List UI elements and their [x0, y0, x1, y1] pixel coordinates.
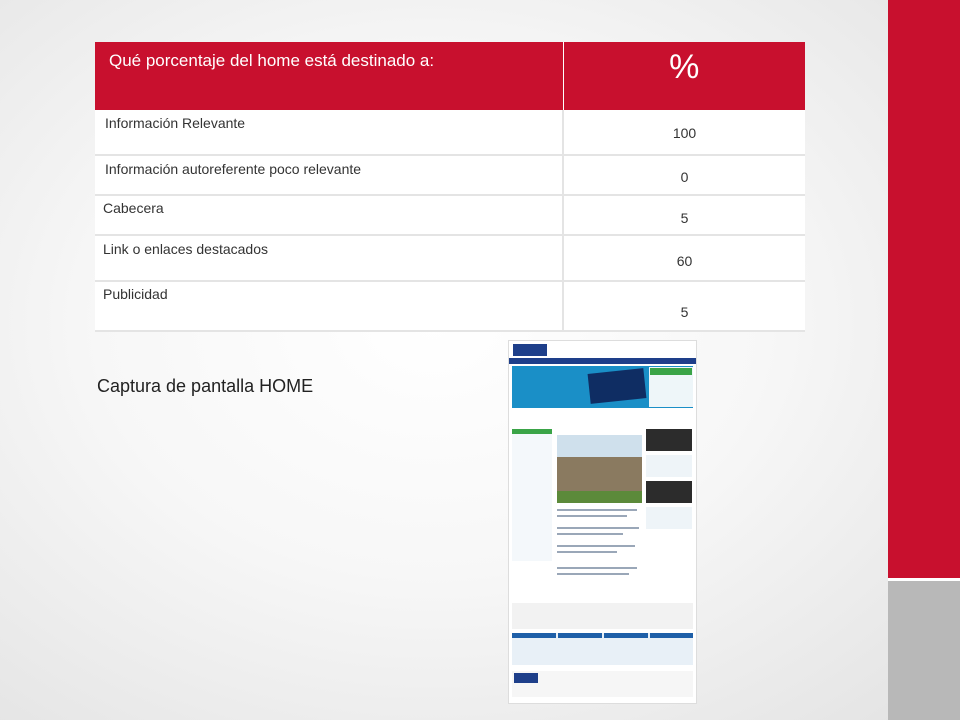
site-nav-bar [509, 358, 696, 364]
promo-tile-header [558, 633, 602, 638]
row-value: 0 [563, 155, 805, 195]
sidebar-widget [646, 481, 692, 503]
sidebar-widget [646, 455, 692, 477]
table-row [95, 110, 805, 155]
promo-tile-header [604, 633, 648, 638]
table-header-row [95, 42, 805, 110]
row-label: Información autoreferente poco relevante [95, 155, 563, 195]
row-label: Información Relevante [95, 110, 563, 155]
row-label: Publicidad [95, 281, 563, 331]
table-row [95, 281, 805, 331]
news-text-line [557, 551, 617, 553]
row-value: 5 [563, 281, 805, 331]
percentage-table [95, 42, 805, 332]
banner-list-highlight [650, 368, 692, 375]
promo-tile-header [512, 633, 556, 638]
table-row [95, 155, 805, 195]
municipal-logos-strip [512, 603, 693, 629]
row-value: 5 [563, 195, 805, 235]
row-label: Cabecera [95, 195, 563, 235]
row-value: 100 [563, 110, 805, 155]
news-text-line [557, 533, 623, 535]
news-text-line [557, 527, 639, 529]
side-accent-bar [888, 0, 960, 578]
screenshot-caption: Captura de pantalla HOME [97, 376, 314, 396]
header-percent: % [563, 42, 805, 110]
promo-tile-header [650, 633, 693, 638]
news-photo-ground [557, 491, 642, 503]
news-text-line [557, 545, 635, 547]
header-label: Qué porcentaje del home está destinado a: [95, 42, 563, 110]
site-footer-logo [514, 673, 538, 683]
sidebar-widget [646, 429, 692, 451]
news-text-line [557, 515, 627, 517]
home-screenshot-image [508, 340, 697, 704]
site-side-menu [512, 431, 552, 561]
site-side-menu-header [512, 429, 552, 434]
side-grey-bar [888, 578, 960, 720]
site-logo [513, 344, 547, 356]
news-text-line [557, 567, 637, 569]
table-row [95, 195, 805, 235]
table-row [95, 235, 805, 281]
site-footer [512, 671, 693, 697]
row-value: 60 [563, 235, 805, 281]
news-text-line [557, 573, 629, 575]
row-label: Link o enlaces destacados [95, 235, 563, 281]
news-text-line [557, 509, 637, 511]
banner-graphic [588, 368, 647, 404]
news-photo-sky [557, 435, 642, 457]
side-divider [888, 578, 960, 581]
sidebar-widget [646, 507, 692, 529]
